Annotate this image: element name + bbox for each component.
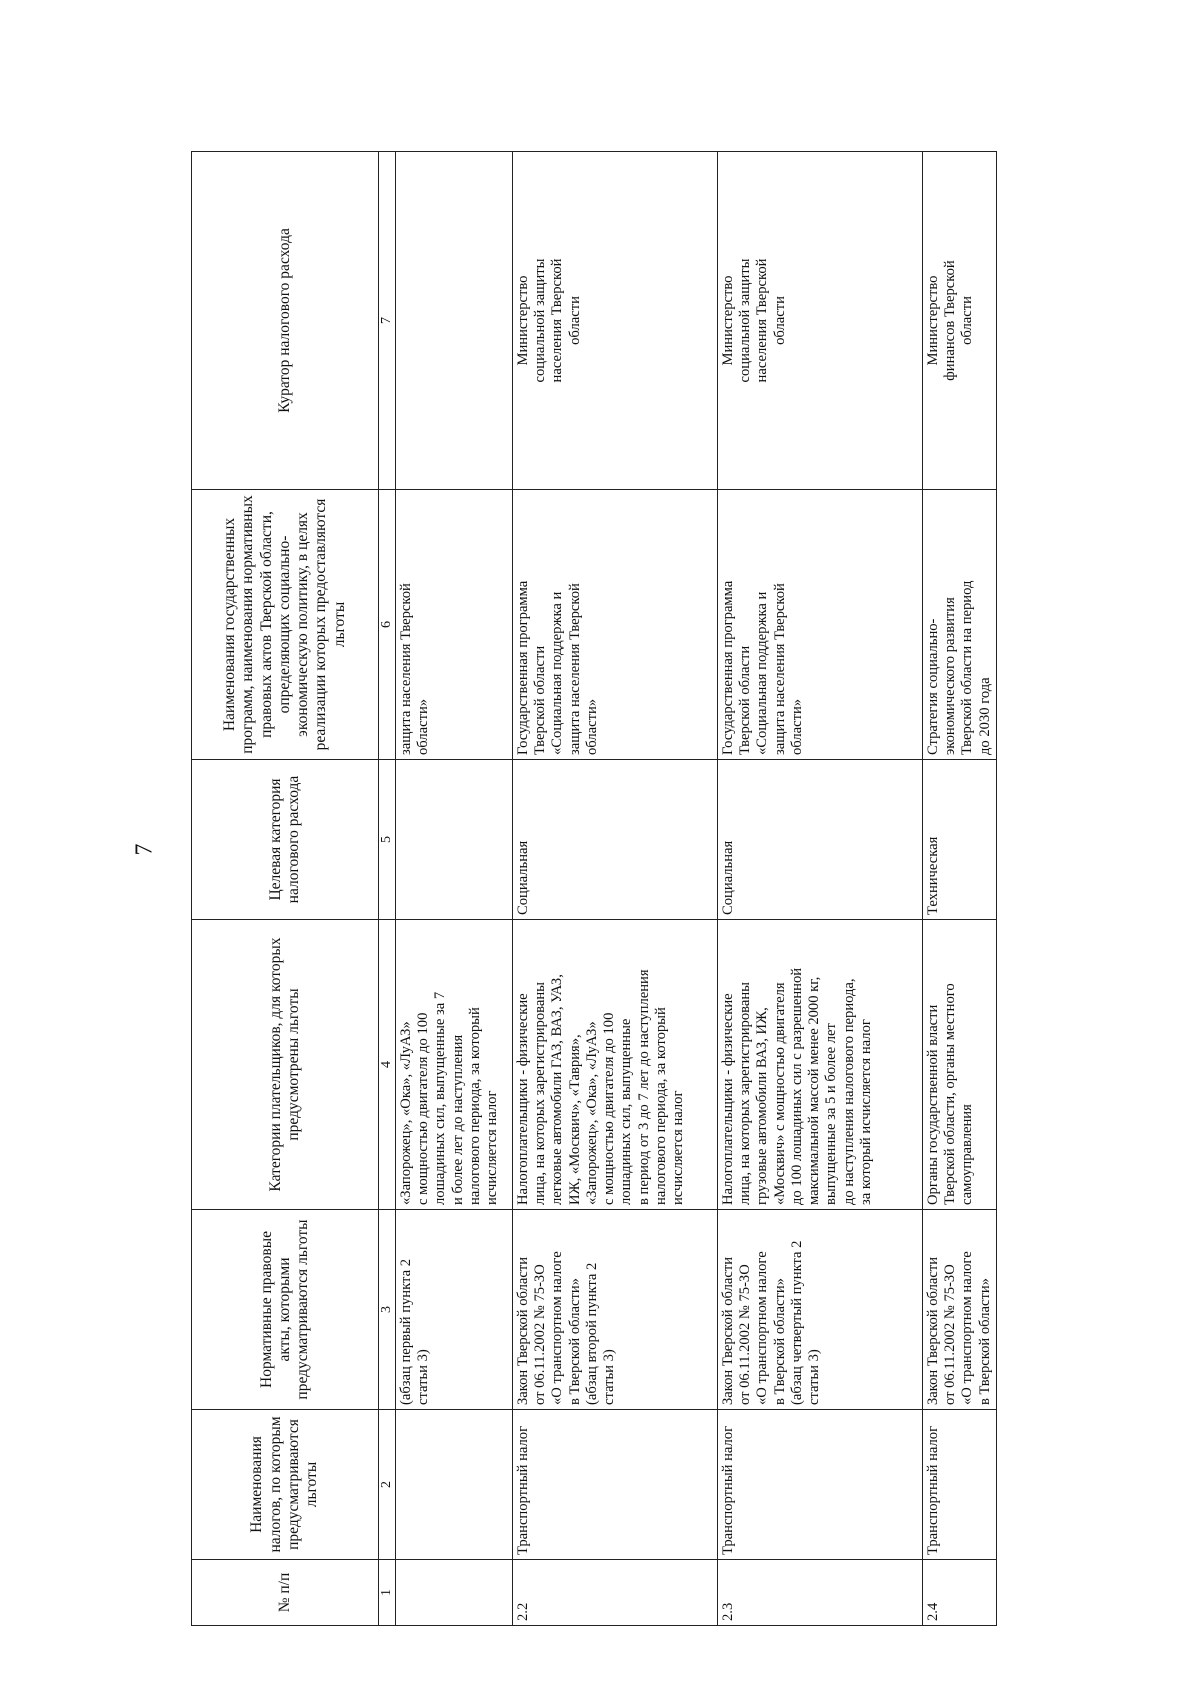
cell-text-line: «Запорожец», «Ока», «ЛуАЗ» (583, 1021, 600, 1205)
column-number-row (379, 152, 396, 1626)
cell-text-line: в период от 3 до 7 лет до наступления (635, 969, 652, 1205)
cell-text-line: самоуправления (959, 1104, 976, 1205)
cell-text-line: Министерство (515, 275, 531, 366)
cell-text-line: области» (788, 698, 805, 755)
cell-text-line: «О транспортном налоге (959, 1251, 976, 1405)
cell-text-line: от 06.11.2002 № 75-ЗО (737, 1264, 754, 1405)
cell-text-line: и более лет до наступления (449, 1034, 466, 1205)
cell-text-line: Закон Тверской области (925, 1256, 941, 1405)
header-num: № п/п (192, 1560, 379, 1626)
row-number-cell: 2.2 (513, 1560, 718, 1626)
cell-text-line: Налогоплательщики - физические (720, 993, 736, 1205)
column-number: 5 (379, 760, 396, 920)
program-cell (923, 490, 997, 760)
cell-text-line: ИЖ, «Москвич», «Таврия», (566, 1034, 583, 1205)
curator-cell (923, 152, 997, 490)
legal-act-cell (513, 1210, 718, 1410)
cell-text-line: (абзац второй пункта 2 (583, 1262, 600, 1405)
cell-text-line: Тверской области на период (959, 580, 976, 755)
row-number-cell: 2.4 (923, 1560, 997, 1626)
target-category-cell: Социальная (718, 760, 923, 920)
curator-cell (396, 152, 513, 490)
page-number: 7 (131, 843, 158, 856)
tax-name-cell: Транспортный налог (718, 1410, 923, 1560)
cell-text-line: области» (583, 698, 600, 755)
cell-text-line: социальной защиты (737, 258, 754, 383)
cell-text-line: области (959, 296, 976, 345)
cell-text-line: статьи 3) (601, 1349, 618, 1405)
cell-text-line: социальной защиты (532, 258, 549, 383)
cell-text-line: Тверской области, органы местного (942, 983, 959, 1205)
cell-text-line: экономического развития (942, 597, 959, 755)
cell-text-line: в Тверской области» (771, 1278, 788, 1405)
cell-text-line: защита населения Тверской (398, 583, 414, 755)
cell-text-line: лица, на которых зарегистрированы (737, 982, 754, 1205)
column-number: 4 (379, 920, 396, 1210)
header-programs: Наименования государственных программ, наименования нормативных правовых актов Тверской области, определяющих социально-экономическую политику, в целях реализации которых предоставляются льготы (192, 490, 379, 760)
cell-text-line: лица, на которых зарегистрированы (532, 982, 549, 1205)
cell-text-line: максимальной массой менее 2000 кг, (806, 976, 823, 1205)
program-cell (513, 490, 718, 760)
cell-text-line: населения Тверской (754, 258, 771, 383)
header-curator: Куратор налогового расхода (192, 152, 379, 490)
cell-text-line: Министерство (925, 275, 941, 366)
cell-text-line: «О транспортном налоге (754, 1251, 771, 1405)
column-number: 1 (379, 1560, 396, 1626)
cell-text-line: налогового периода, за который (652, 1007, 669, 1205)
legal-act-cell (923, 1210, 997, 1410)
row-number-cell (396, 1560, 513, 1626)
cell-text-line: области (566, 296, 583, 345)
header-legal-act: Нормативные правовые акты, которыми предусматриваются льготы (192, 1210, 379, 1410)
target-category-cell: Социальная (513, 760, 718, 920)
cell-text-line: в Тверской области» (566, 1278, 583, 1405)
cell-text-line: грузовые автомобили ВАЗ, ИЖ, (754, 1007, 771, 1205)
cell-text-line: статьи 3) (806, 1349, 823, 1405)
cell-text-line: с мощностью двигателя до 100 (601, 1012, 618, 1205)
cell-text-line: от 06.11.2002 № 75-ЗО (532, 1264, 549, 1405)
payer-categories-cell (923, 920, 997, 1210)
column-number: 3 (379, 1210, 396, 1410)
column-number: 2 (379, 1410, 396, 1560)
cell-text-line: «Социальная поддержка и (754, 591, 771, 755)
cell-text-line: налогового периода, за который (466, 1007, 483, 1205)
legal-act-cell (396, 1210, 513, 1410)
column-number: 7 (379, 152, 396, 490)
header-payer-categories: Категории плательщиков, для которых предусмотрены льготы (192, 920, 379, 1210)
cell-text-line: Закон Тверской области (720, 1256, 736, 1405)
cell-text-line: Тверской области (737, 645, 754, 755)
cell-text-line: области (771, 296, 788, 345)
table-row (396, 152, 513, 1626)
table-row (923, 152, 997, 1626)
cell-text-line: Закон Тверской области (515, 1256, 531, 1405)
payer-categories-cell (513, 920, 718, 1210)
program-cell (718, 490, 923, 760)
cell-text-line: выпущенные за 5 и более лет (823, 1023, 840, 1205)
curator-cell (718, 152, 923, 490)
header-tax-name: Наименования налогов, по которым предусматриваются льготы (192, 1410, 379, 1560)
cell-text-line: исчисляется налог (484, 1090, 501, 1205)
cell-text-line: Тверской области (532, 645, 549, 755)
header-target-category: Целевая категория налогового расхода (192, 760, 379, 920)
cell-text-line: от 06.11.2002 № 75-ЗО (942, 1264, 959, 1405)
column-number: 6 (379, 490, 396, 760)
cell-text-line: (абзац первый пункта 2 (398, 1259, 414, 1405)
tax-name-cell: Транспортный налог (923, 1410, 997, 1560)
program-cell (396, 490, 513, 760)
cell-text-line: финансов Тверской (942, 260, 959, 381)
cell-text-line: «Запорожец», «Ока», «ЛуАЗ» (398, 1021, 414, 1205)
curator-cell (513, 152, 718, 490)
cell-text-line: «Социальная поддержка и (549, 591, 566, 755)
cell-text-line: до 2030 года (976, 677, 993, 755)
target-category-cell: Техническая (923, 760, 997, 920)
target-category-cell (396, 760, 513, 920)
cell-text-line: до 100 лошадиных сил с разрешенной (788, 967, 805, 1205)
cell-text-line: легковые автомобили ГАЗ, ВАЗ, УАЗ, (549, 974, 566, 1205)
cell-text-line: в Тверской области» (976, 1278, 993, 1405)
cell-text-line: лошадиных сил, выпущенные (618, 1018, 635, 1205)
cell-text-line: исчисляется налог (669, 1090, 686, 1205)
cell-text-line: защита населения Тверской (566, 583, 583, 755)
cell-text-line: Государственная программа (720, 580, 736, 755)
cell-text-line: области» (415, 698, 432, 755)
rotated-table-container (191, 152, 993, 1626)
legal-act-cell (718, 1210, 923, 1410)
cell-text-line: лошадиных сил, выпущенные за 7 (432, 991, 449, 1205)
payer-categories-cell (396, 920, 513, 1210)
cell-text-line: за который исчисляется налог (857, 1019, 874, 1205)
cell-text-line: Министерство (720, 275, 736, 366)
cell-text-line: населения Тверской (549, 258, 566, 383)
cell-text-line: Государственная программа (515, 580, 531, 755)
tax-name-cell: Транспортный налог (513, 1410, 718, 1560)
cell-text-line: с мощностью двигателя до 100 (415, 1012, 432, 1205)
table-row (513, 152, 718, 1626)
cell-text-line: до наступления налогового периода, (840, 978, 857, 1205)
tax-name-cell (396, 1410, 513, 1560)
header-row (192, 152, 379, 1626)
cell-text-line: защита населения Тверской (771, 583, 788, 755)
cell-text-line: (абзац четвертый пункта 2 (788, 1240, 805, 1405)
tax-expenditure-table (191, 151, 997, 1626)
cell-text-line: Стратегия социально- (925, 618, 941, 755)
cell-text-line: статьи 3) (415, 1349, 432, 1405)
payer-categories-cell (718, 920, 923, 1210)
row-number-cell: 2.3 (718, 1560, 923, 1626)
table-row (718, 152, 923, 1626)
cell-text-line: Налогоплательщики - физические (515, 993, 531, 1205)
cell-text-line: «О транспортном налоге (549, 1251, 566, 1405)
cell-text-line: Органы государственной власти (925, 1004, 941, 1205)
cell-text-line: «Москвич» с мощностью двигателя (771, 982, 788, 1205)
